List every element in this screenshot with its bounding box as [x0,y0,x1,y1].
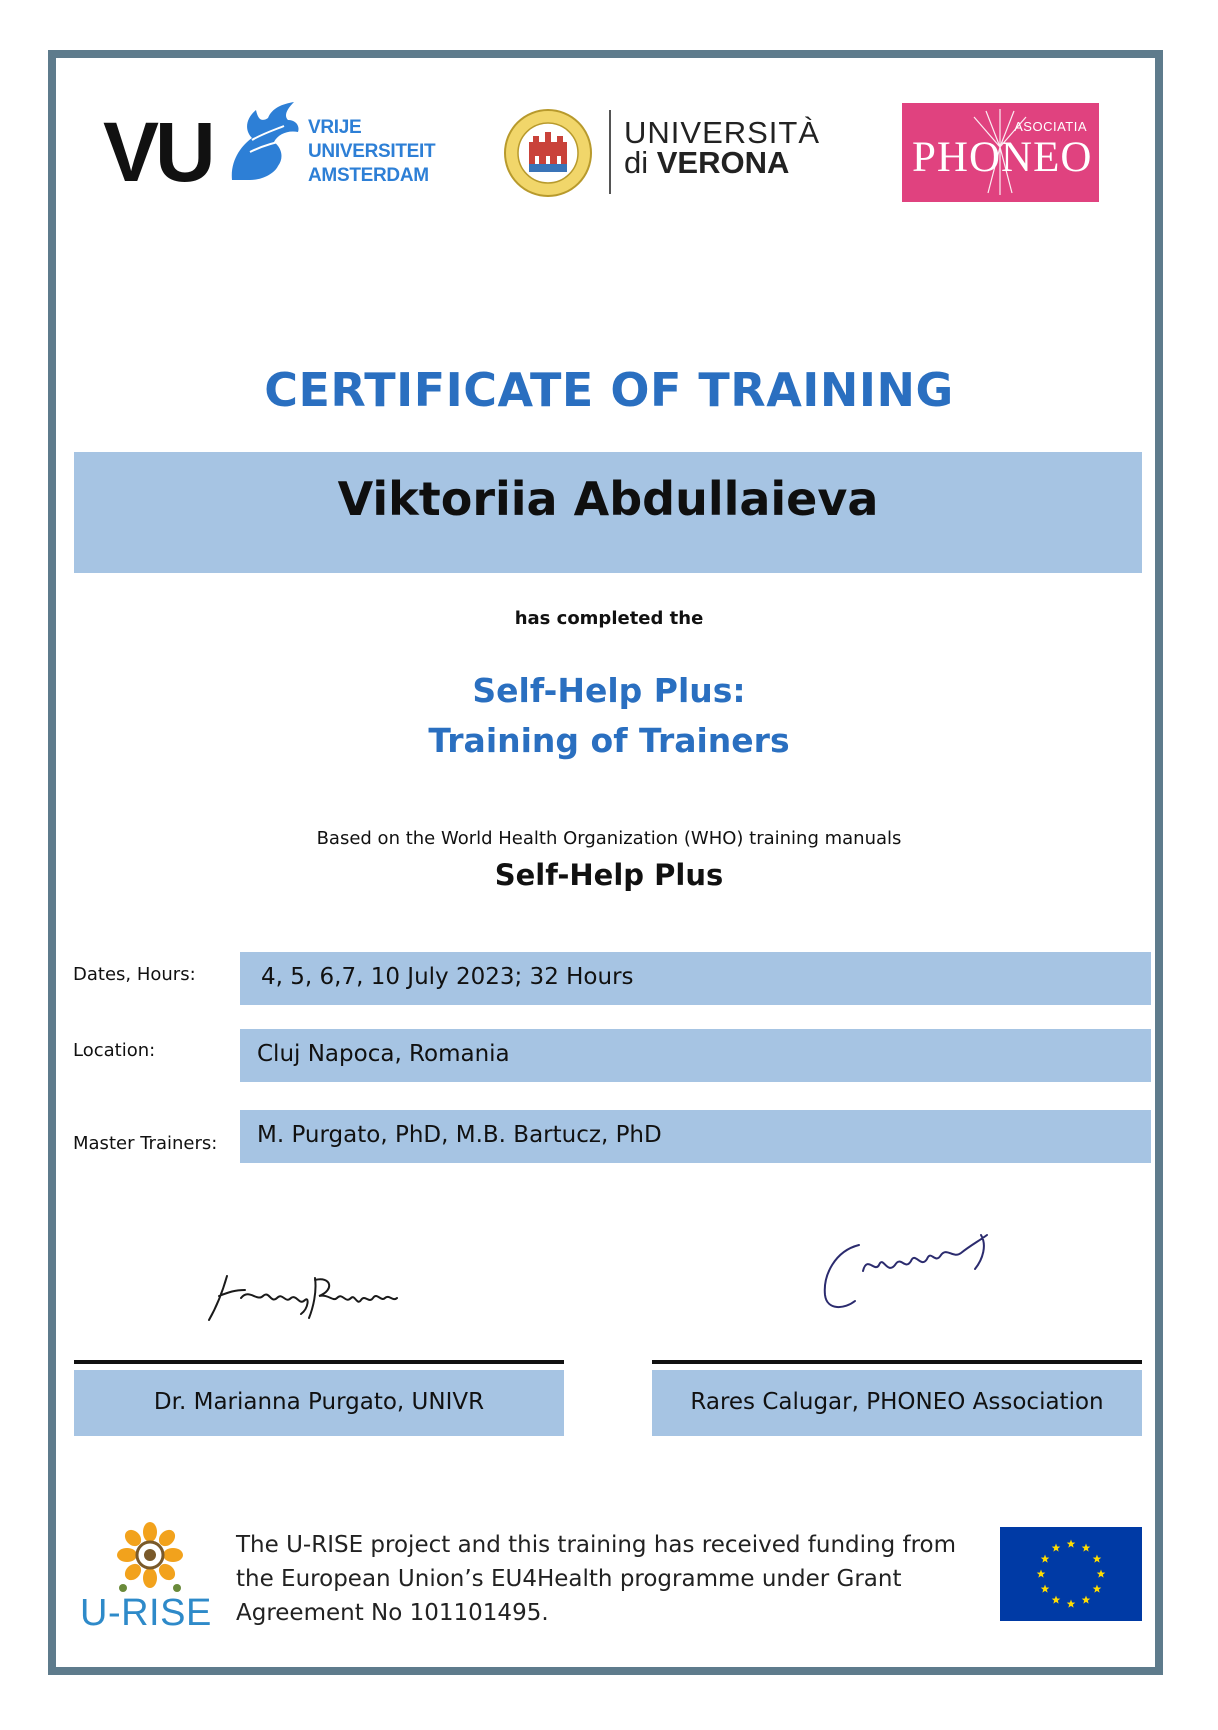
recipient-name: Viktoriia Abdullaieva [337,472,879,526]
dates-band [240,952,1151,1005]
signer-right-name: Rares Calugar, PHONEO Association [690,1389,1104,1415]
phoneo-big-text: PHONEO [912,134,1093,181]
completed-text: has completed the [514,608,704,629]
dates-label: Dates, Hours: [73,964,196,985]
signature-band-right [652,1370,1142,1436]
vu-line-3: AMSTERDAM [308,165,429,186]
dates-value: 4, 5, 6,7, 10 July 2023; 32 Hours [261,964,634,990]
course-line-1: Self-Help Plus: [472,671,746,710]
signature-right-image [815,1225,1000,1315]
recipient-band [74,452,1142,573]
manual-title: Self-Help Plus [494,858,724,892]
univr-line-1: UNIVERSITÀ [624,115,821,150]
univr-logo-text [624,115,821,180]
based-on-text: Based on the World Health Organization (WHO) training manuals [316,828,902,849]
vu-line-1: VRIJE [308,117,362,138]
sunflower-icon [113,1522,187,1596]
signature-band-left [74,1370,564,1436]
vu-logo-mark: VU [103,105,212,199]
univr-seal-icon [503,108,593,198]
signer-left-name: Dr. Marianna Purgato, UNIVR [153,1389,485,1415]
certificate-title: CERTIFICATE OF TRAINING [264,363,954,417]
univr-divider [609,110,611,194]
trainers-label: Master Trainers: [73,1133,218,1154]
phoneo-small-text: ASOCIATIA [1014,119,1087,134]
location-band [240,1029,1151,1082]
funding-statement: The U-RISE project and this training has received funding from the European Union’s EU4Health programme under Grant Agreement No 101101495. [236,1532,957,1626]
univr-line-2 [624,145,820,180]
vu-line-2: UNIVERSITEIT [308,141,436,162]
univr-prefix: di [624,145,657,180]
signature-line-right [652,1360,1142,1364]
location-value: Cluj Napoca, Romania [257,1041,510,1067]
vu-griffin-icon [222,100,302,186]
urise-logo-text: U-RISE [80,1592,212,1634]
trainers-value: M. Purgato, PhD, M.B. Bartucz, PhD [257,1122,662,1148]
signature-line-left [74,1360,564,1364]
course-title [0,666,1218,766]
vu-logo-text [308,116,435,188]
trainers-band [240,1110,1151,1163]
eu-flag-icon [1000,1527,1142,1621]
course-line-2: Training of Trainers [428,721,790,760]
phoneo-logo [902,103,1099,202]
location-label: Location: [73,1040,156,1061]
signature-left-image [205,1268,420,1328]
univr-verona: VERONA [656,145,790,180]
